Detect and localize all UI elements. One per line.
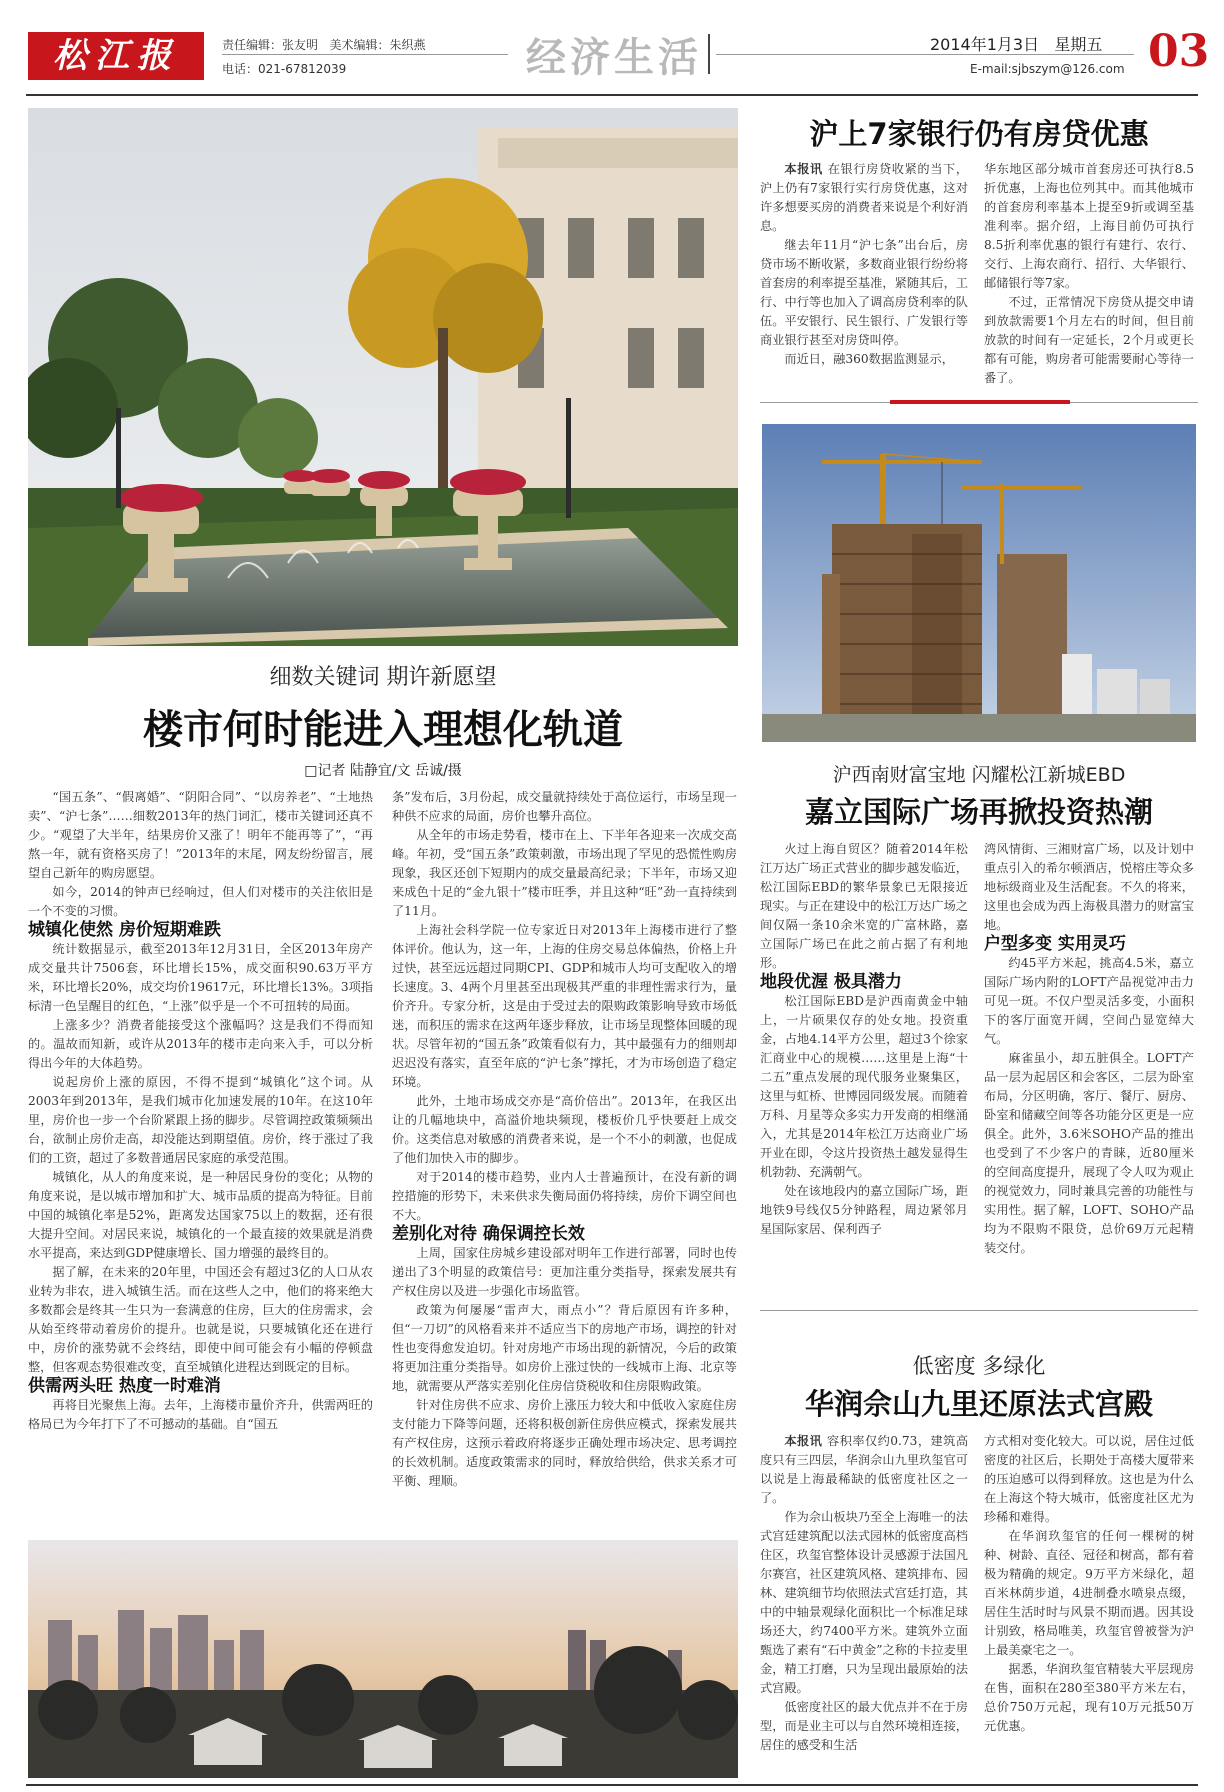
paragraph: 华东地区部分城市首套房还可执行8.5折优惠，上海也位列其中。而其他城市的首套房利率基本上提至9折或调至基准利率。据介绍，上海目前仍可执行8.5折利率优惠的银行有建行、农行、交行、上海农商行、招行、大华银行、邮储银行等7家。 [984, 162, 1194, 290]
paragraph: 针对住房供不应求、房价上涨压力较大和中低收入家庭住房支付能力下降等问题，还将积极创新住房供应模式，探索发展共有产权住房，这预示着政府将逐步正确处理市场决定、思考调控的长效机制。适度政策需求的同时，释放给供给，供求关系才可平衡、理顺。 [392, 1398, 737, 1488]
newspaper-logo: 松江报 [28, 32, 204, 80]
main-story-column-1 [28, 788, 373, 1548]
huarun-story-column-2 [984, 1432, 1194, 1778]
paragraph: 处在该地段内的嘉立国际广场，距地铁9号线仅5分钟路程，周边紧邻月星国际家居、保利西子 [760, 1184, 968, 1236]
subheading: 地段优渥 极具潜力 [760, 972, 902, 992]
page-number: 03 [1148, 26, 1210, 77]
paragraph: 在华润玖玺官的任何一棵树的树种、树龄、直径、冠径和树高，都有着极为精确的规定。9万平方米绿化，超百米林荫步道，4进制叠水喷泉点缀，居住生活时时与风景不期而遇。因其设计别致，格局唯美，玖玺官曾被誉为沪上最美豪宅之一。 [984, 1529, 1194, 1657]
bank-story-red-accent [890, 400, 1070, 404]
dateline: 本报讯 [784, 1434, 828, 1448]
paragraph: 政策为何屡屡“雷声大，雨点小”？背后原因有许多种，但“一刀切”的风格看来并不适应当下的房地产市场，调控的针对性也变得愈发迫切。针对房地产市场出现的新情况，今后的政策将更加注重分类指导。如房价上涨过快的一线城市上海、北京等地，就需要从严落实差别化住房信贷税收和住房限购政策。 [392, 1303, 737, 1393]
paragraph: 说起房价上涨的原因，不得不提到“城镇化”这个词。从2003年到2013年，是我们城市化加速发展的10年。在这10年里，房价也一步一个台阶紧跟上扬的脚步。尽管调控政策频频出台，欲制止房价走高，却没能达到期望值。房价，终于涨过了我们的工资，超过了多数普通居民家庭的承受范围。 [28, 1075, 373, 1165]
paragraph: 城镇化，从人的角度来说，是一种居民身份的变化；从物的角度来说，是以城市增加和扩大、城市品质的提高为特征。目前中国的城镇化率是52%，距离发达国家75以上的数据，还有很大提升空间。对居民来说，城镇化的一个最直接的效果就是消费水平提高，来达到GDP健康增长、国力增强的最终目的。 [28, 1170, 373, 1260]
construction-site-illustration [762, 424, 1196, 742]
paragraph: 如今，2014的钟声已经响过，但人们对楼市的关注依旧是一个不变的习惯。 [28, 885, 373, 918]
paragraph: 作为佘山板块乃至全上海唯一的法式宫廷建筑配以法式园林的低密度高档住区，玖玺官整体设计灵感源于法国凡尔赛宫，社区建筑风格、建筑排布、园林、建筑细节均依照法式宫廷打造，其中的中轴景观绿化面积比一个标准足球场还大，约7400平方米。建筑外立面甄选了素有“石中黄金”之称的卡拉麦里金，精工打磨，只为呈现出最原始的法式宫殿。 [760, 1510, 968, 1695]
paragraph: 上海社会科学院一位专家近日对2013年上海楼市进行了整体评价。他认为，这一年，上海的住房交易总体偏热，价格上升过快，甚至远远超过同期CPI、GDP和城市人均可支配收入的增长速度。3、4两个月里甚至出现极其严重的非理性需求行为，量价齐升。专家分析，这是由于受过去的限购政策影响导致市场低迷，而积压的需求在这两年逐步释放，让市场呈现整体回暖的现状。尽管年初的“国五条”政策看似有力，其中最强有力的细则却迟迟没有落实，直至年底的“沪七条”撑托，才为市场创造了稳定环境。 [392, 923, 737, 1089]
main-story-kicker: 细数关键词 期许新愿望 [269, 665, 497, 690]
bank-story-column-1 [760, 160, 968, 396]
paragraph: 火过上海自贸区？随着2014年松江万达广场正式营业的脚步越发临近，松江国际EBD的繁华景象已无限接近现实。与正在建设中的松江万达广场之间仅隔一条10余米宽的广富林路，嘉立国际广场已在此之前占据了有利地形。 [760, 842, 968, 970]
paragraph: 约45平方米起，挑高4.5米，嘉立国际广场内附的LOFT产品视觉冲击力可见一斑。不仅户型灵活多变，小面积下的客厅面宽开阔，空间凸显宽绰大气。 [984, 956, 1194, 1046]
paragraph: 从全年的市场走势看，楼市在上、下半年各迎来一次成交高峰。年初，受“国五条”政策刺激，市场出现了罕见的恐慌性购房现象，我区还创下短期内的成交量最高纪录；下半年，市场又迎来成色十足的“金九银十”楼市旺季，并且这种“旺”劲一直持续到了11月。 [392, 828, 737, 918]
paragraph: 据了解，在未来的20年里，中国还会有超过3亿的人口从农业转为非农，进入城镇生活。而在这些人之中，他们的将来绝大多数都会是终其一生只为一套满意的住房，巨大的住房需求，会从始至终带动着房价的提升。也就是说，只要城镇化还在进行中，房价的涨势就不会终结，即使中间可能会有小幅的停顿盘整，但客观态势很难改变，直至城镇化进程达到既定的目标。 [28, 1265, 373, 1374]
garden-fountain-illustration [28, 108, 738, 646]
paragraph: 而近日，融360数据监测显示， [784, 352, 954, 366]
lead-paragraph: 本报讯 容积率仅约0.73，建筑高度只有三四层，华润佘山九里玖玺官可以说是上海最稀缺的低密度社区之一了。 [760, 1434, 968, 1505]
main-story-headline: 楼市何时能进入理想化轨道 [143, 707, 623, 753]
paragraph: 不过，正常情况下房贷从提交申请到放款需要1个月左右的时间，但目前放款的时间有一定延长，2个月或更长都有可能，购房者可能需要耐心等待一番了。 [984, 295, 1194, 385]
huarun-story-headline: 华润佘山九里还原法式宫殿 [804, 1387, 1153, 1421]
city-skyline-illustration [28, 1540, 738, 1778]
jiali-story-column-1 [760, 840, 968, 1292]
subheading: 差别化对待 确保调控长效 [392, 1224, 585, 1244]
paragraph: “国五条”、“假离婚”、“阴阳合同”、“以房养老”、“土地热卖”、“沪七条”……细数2013年的热门词汇，楼市关键词还真不少。“观望了大半年，结果房价又涨了！明年不能再等了”，“再熬一年，就有资格买房了！”2013年的末尾，网友纷纷留言，展望自己新年的购房愿望。 [28, 790, 373, 880]
section-title: 经济生活 [526, 35, 702, 81]
paragraph: 麻雀虽小，却五脏俱全。LOFT产品一层为起居区和会客区，二层为卧室布局，分区明确，客厅、餐厅、厨房、卧室和储藏空间等各功能分区更是一应俱全。此外，3.6米SOHO产品的推出也受到了不少客户的青睐，近80厘米的空间高度提升，展现了令人叹为观止的视觉效力，同时兼具完善的功能性与实用性。据了解，LOFT、SOHO产品均为不限购不限贷，总价69万元起精装交付。 [984, 1051, 1194, 1255]
garden-fountain-photo [28, 108, 738, 646]
huarun-story-kicker: 低密度 多绿化 [912, 1354, 1046, 1378]
paragraph: 方式相对变化较大。可以说，居住过低密度的社区后，长期处于高楼大厦带来的压迫感可以得到释放。这也是为什么在上海这个特大城市，低密度社区尤为珍稀和难得。 [984, 1434, 1194, 1524]
main-story-byline: □记者 陆静宜/文 岳诚/摄 [304, 763, 462, 779]
paragraph: 统计数据显示，截至2013年12月31日，全区2013年房产成交量共计7506套，环比增长15%，成交面积90.63万平方米，环比增长20%，成交均价19617元，环比增长13%。3项指标清一色呈醒目的红色，“上涨”似乎是一个不可扭转的局面。 [28, 942, 373, 1013]
paragraph: 湾风情街、三湘财富广场，以及计划中重点引入的希尔顿酒店，悦榕庄等众多地标级商业及生活配套。不久的将来，这里也会成为西上海极具潜力的财富宝地。 [984, 842, 1194, 932]
construction-site-photo [762, 424, 1196, 742]
masthead-divider [708, 34, 710, 74]
editor-credit [222, 36, 425, 53]
paragraph: 对于2014的楼市趋势，业内人士普遍预计，在没有新的调控措施的形势下，未来供求失衡局面仍将持续，房价下调空间也不大。 [392, 1170, 737, 1222]
paragraph: 低密度社区的最大优点并不在于房型，而是业主可以与自然环境相连接，居住的感受和生活 [760, 1700, 968, 1752]
contact-email: E-mail:sjbszym@126.com [970, 62, 1125, 76]
paragraph: 上涨多少？消费者能接受这个涨幅吗？这是我们不得而知的。温故而知新，或许从2013年的楼市走向来入手，可以分析得出今年的大体趋势。 [28, 1018, 373, 1070]
phone-number: 电话：021-67812039 [222, 62, 347, 76]
main-story-column-2 [392, 788, 737, 1548]
paragraph: 条”发布后，3月份起，成交量就持续处于高位运行，市场呈现一种供不应求的局面，房价也攀升高位。 [392, 790, 737, 823]
dateline: 本报讯 [784, 162, 828, 176]
bank-story-headline: 沪上7家银行仍有房贷优惠 [809, 117, 1149, 151]
jiali-story-column-2 [984, 840, 1194, 1292]
jiali-story-headline: 嘉立国际广场再掀投资热潮 [804, 795, 1153, 829]
paragraph: 上周，国家住房城乡建设部对明年工作进行部署，同时也传递出了3个明显的政策信号：更加注重分类指导，探索发展共有产权住房以及进一步强化市场监管。 [392, 1246, 737, 1298]
jiali-story-bottom-rule [760, 1310, 1198, 1311]
bank-story-column-2 [984, 160, 1194, 396]
paragraph: 松江国际EBD是沪西南黄金中轴上，一片硕果仅存的处女地。投资重金，占地4.14平方公里，超过3个徐家汇商业中心的规模……这里是上海“十二五”重点发展的现代服务业聚集区，这里与虹桥、世博园同级发展。而随着万科、月星等众多实力开发商的相继涌入，尤其是2014年松江万达商业广场开业在即，令这片投资热土越发显得生机勃勃、充满朝气。 [760, 994, 968, 1179]
chief-editor: 责任编辑：张友明 [222, 38, 319, 52]
jiali-story-kicker: 沪西南财富宝地 闪耀松江新城EBD [832, 764, 1126, 786]
paragraph: 此外，土地市场成交亦是“高价倍出”。2013年，在我区出让的几幅地块中，高溢价地块频现，楼板价几乎快要赶上成交价。这类信息对敏感的消费者来说，是一个不小的刺激，也促成了他们加快入市的脚步。 [392, 1094, 737, 1165]
date-text: 2014年1月3日 [930, 35, 1040, 54]
page-bottom-rule [26, 1784, 1198, 1786]
art-editor: 美术编辑：朱织燕 [329, 38, 426, 52]
paragraph: 再将目光聚焦上海。去年，上海楼市量价齐升，供需两旺的格局已为今年打下了不可撼动的基础。自“国五 [28, 1398, 373, 1431]
city-skyline-photo [28, 1540, 738, 1778]
lead-paragraph: 本报讯 在银行房贷收紧的当下，沪上仍有7家银行实行房贷优惠，这对许多想要买房的消费者来说是个利好消息。 [760, 162, 968, 233]
subheading: 城镇化使然 房价短期难跌 [28, 920, 221, 940]
issue-date [930, 32, 1102, 55]
subheading: 户型多变 实用灵巧 [984, 934, 1126, 954]
huarun-story-column-1 [760, 1432, 968, 1778]
paragraph: 据悉，华润玖玺官精装大平层现房在售，面积在280至380平方米左右，总价750万元起，现有10万元抵50万元优惠。 [984, 1662, 1194, 1733]
weekday-text: 星期五 [1054, 35, 1103, 54]
masthead-bottom-rule [26, 94, 1198, 96]
paragraph: 继去年11月“沪七条”出台后，房贷市场不断收紧，多数商业银行纷纷将首套房的利率提至基准，紧随其后，工行、中行等也加入了调高房贷利率的队伍。平安银行、民生银行、广发银行等商业银行甚至对房贷叫停。 [760, 238, 968, 347]
masthead-rule-left [222, 54, 508, 55]
subheading: 供需两头旺 热度一时难消 [28, 1376, 221, 1396]
